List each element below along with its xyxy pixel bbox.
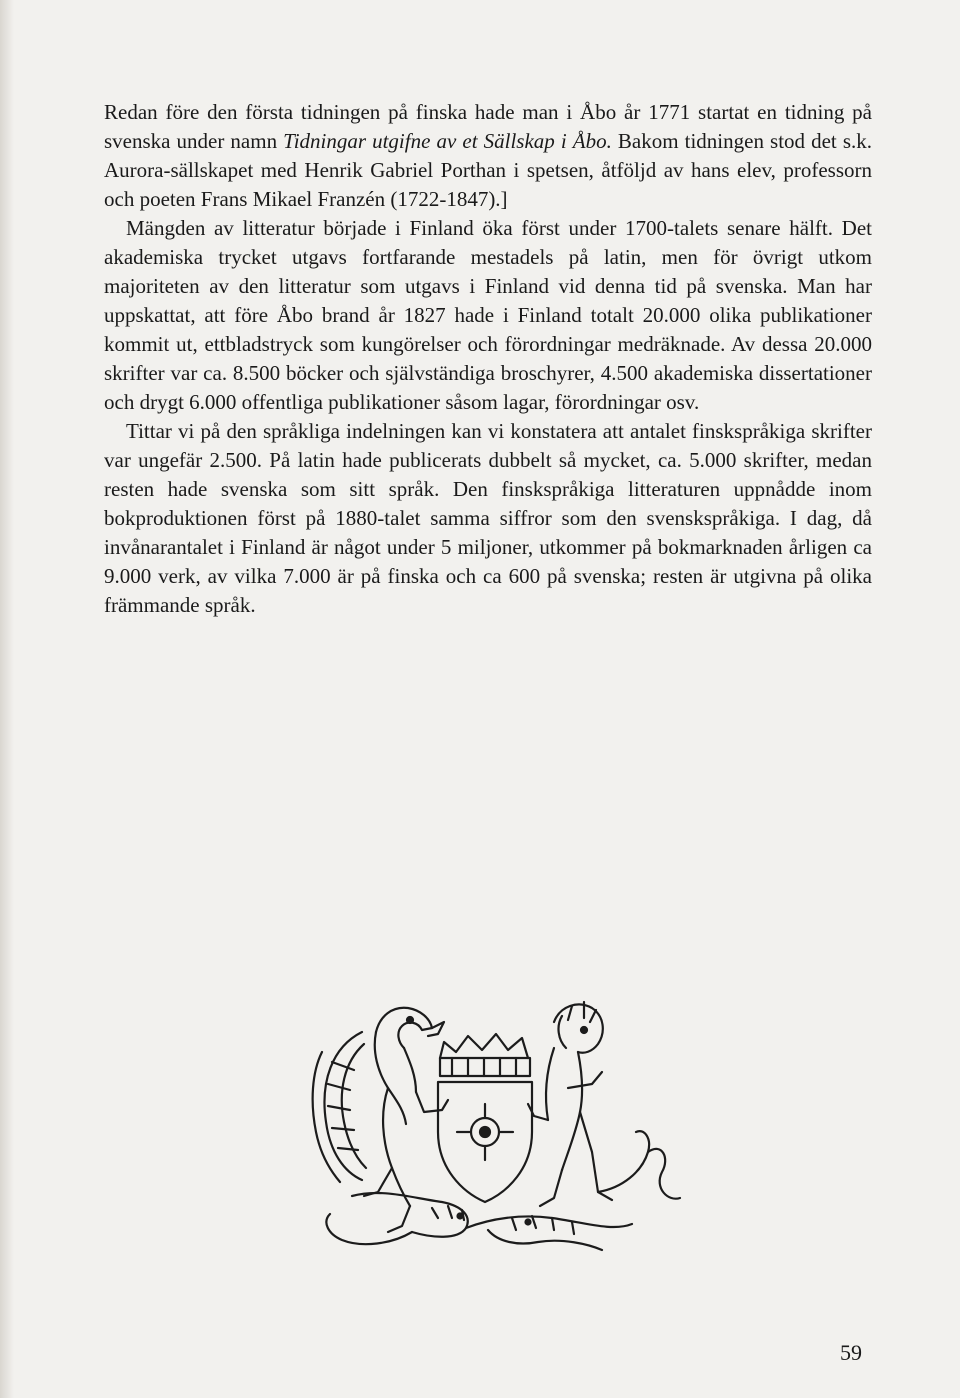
paragraph-3: Tittar vi på den språkliga indelningen kan vi konstatera att antalet finskspråkiga skrifter var ungefär 2.500. På latin hade publicerats dubbelt så mycket, ca. 5.000 skrifter, medan resten hade svenska som sitt språk. Den finskspråkiga litteraturen uppnådde inom bokproduktionen först på 1880-talet samma siffror som den svenskspråkiga. I dag, då invånarantalet i Finland är något under 5 miljoner, utkommer på bokmarknaden årligen ca 9.000 verk, av vilka 7.000 är på finska och ca 600 på svenska; resten är utgivna på olika främmande språk. xyxy=(104,419,872,617)
body-text xyxy=(104,98,872,620)
paragraph-1-text-end: Bakom tidningen stod det s.k. Aurora-sällskapet med Henrik Gabriel Porthan i spetsen, åtföljd av hans elev, professorn och poeten Frans Mikael Franzén (1722-1847).] xyxy=(104,129,872,211)
paragraph-2: Mängden av litteratur började i Finland öka först under 1700-talets senare hälft. Det akademiska trycket utgavs fortfarande mestadels på latin, men för övrigt utkom majoriteten av den litteratur som utgavs i Finland vid denna tid på svenska. Man har uppskattat, att före Åbo brand år 1827 hade i Finland totalt 20.000 olika publikationer kommit ut, ettbladstryck som kungörelser och förordningar medräknade. Av dessa 20.000 skrifter var ca. 8.500 böcker och självständiga broschyrer, 4.500 akademiska dissertationer och drygt 6.000 offentliga publikationer såsom lagar, förordningar osv. xyxy=(104,216,872,414)
newspaper-title: Tidningar utgifne av et Sällskap i Åbo. xyxy=(283,129,612,153)
paragraph-1-text-start: Redan före den första tidningen på finska hade man i Åbo år 1771 startat en tidning på svenska under namn xyxy=(104,100,872,153)
page-number: 59 xyxy=(840,1340,862,1365)
paragraph-1 xyxy=(104,98,872,214)
heraldic-woodcut-icon xyxy=(292,992,688,1254)
page-gutter xyxy=(0,0,14,1398)
